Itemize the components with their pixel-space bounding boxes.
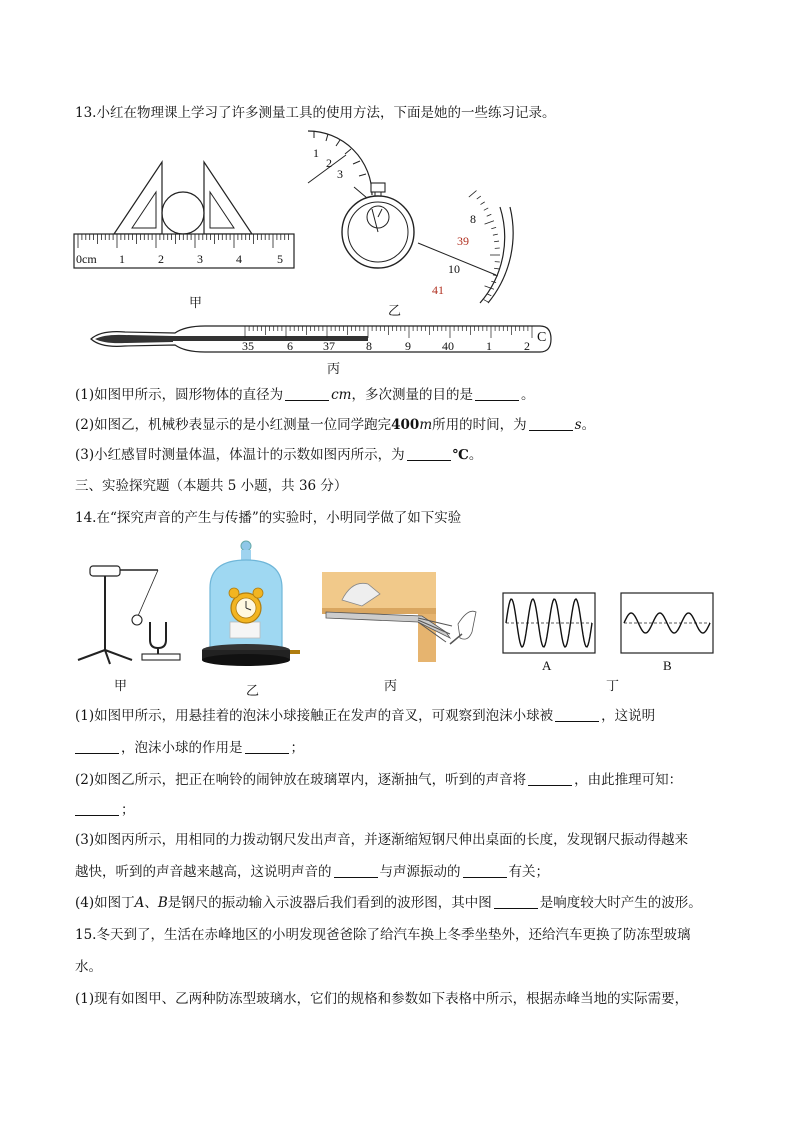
- answer-blank[interactable]: [555, 707, 599, 722]
- minute-label-3: 3: [337, 167, 343, 181]
- second-label-39: 39: [457, 234, 469, 248]
- q14-caption-jia: 甲: [114, 678, 128, 693]
- q14-sub4: (4)如图丁A、B是钢尺的振动输入示波器后我们看到的波形图，其中图 是响度较大时产生的波形。: [75, 895, 702, 911]
- thermo-label-9: 9: [405, 339, 411, 353]
- answer-blank[interactable]: [528, 771, 572, 786]
- answer-blank[interactable]: [75, 739, 119, 754]
- thermo-label-6: 6: [287, 339, 293, 353]
- thermo-label-35: 35: [242, 339, 254, 353]
- second-label-41: 41: [432, 283, 444, 297]
- caption-jia: 甲: [189, 295, 203, 310]
- figure-yi-bell-jar: [196, 538, 308, 674]
- answer-blank[interactable]: [494, 894, 538, 909]
- ruler-label-3: 3: [197, 252, 203, 266]
- q13-sub3: (3)小红感冒时测量体温，体温计的示数如图丙所示，为 ℃。: [75, 447, 483, 463]
- q14-sub3-line1: (3)如图丙所示，用相同的力拨动钢尺发出声音，并逐渐缩短钢尺伸出桌面的长度，发现钢尺振动得越来: [75, 832, 689, 848]
- answer-blank[interactable]: [285, 386, 329, 401]
- q14-caption-ding: 丁: [606, 678, 620, 693]
- second-label-8: 8: [470, 212, 476, 226]
- figure-ding-waveform-b: [620, 592, 714, 654]
- thermo-label-40: 40: [442, 339, 454, 353]
- q13-stem: 13.小红在物理课上学习了许多测量工具的使用方法，下面是她的一些练习记录。: [75, 105, 556, 121]
- q14-stem: 14.在“探究声音的产生与传播”的实验时，小明同学做了如下实验: [75, 510, 462, 526]
- thermo-unit-c: C: [537, 330, 547, 345]
- figure-bing-thermometer: [85, 322, 555, 358]
- q13-sub1: (1)如图甲所示，圆形物体的直径为 cm，多次测量的目的是 。: [75, 387, 535, 403]
- minute-label-1: 1: [313, 146, 319, 160]
- ruler-label-4: 4: [236, 252, 242, 266]
- thermo-label-2: 2: [524, 339, 530, 353]
- answer-blank[interactable]: [334, 863, 378, 878]
- thermo-label-37: 37: [323, 339, 335, 353]
- q14-caption-yi: 乙: [246, 683, 260, 698]
- ruler-label-2: 2: [158, 252, 164, 266]
- caption-yi: 乙: [388, 303, 402, 318]
- section-3-title: 三、实验探究题（本题共 5 小题，共 36 分）: [75, 478, 348, 494]
- answer-blank[interactable]: [245, 739, 289, 754]
- wave-label-a: A: [542, 658, 552, 673]
- q14-sub2-line1: (2)如图乙所示，把正在响铃的闹钟放在玻璃罩内，逐渐抽气，听到的声音将 ，由此推理可知：: [75, 772, 683, 788]
- figure-bing-steel-ruler: [322, 572, 494, 662]
- ruler-label-5: 5: [277, 252, 283, 266]
- minute-label-2: 2: [326, 156, 332, 170]
- second-label-10: 10: [448, 262, 460, 276]
- answer-blank[interactable]: [75, 801, 119, 816]
- answer-blank[interactable]: [407, 446, 451, 461]
- ruler-label-1: 1: [119, 252, 125, 266]
- figure-ding-waveform-a: [502, 592, 596, 654]
- thermo-label-8: 8: [366, 339, 372, 353]
- q15-stem-line2: 水。: [75, 959, 102, 975]
- answer-blank[interactable]: [463, 863, 507, 878]
- q15-sub1: (1)现有如图甲、乙两种防冻型玻璃水，它们的规格和参数如下表格中所示，根据赤峰当地的实际需要，: [75, 991, 689, 1007]
- caption-bing: 丙: [327, 361, 341, 376]
- q14-sub3-line2: 越快，听到的声音越来越高，这说明声音的 与声源振动的 有关；: [75, 864, 549, 880]
- q14-sub1-line2: ，泡沫小球的作用是 ；: [75, 738, 304, 758]
- ruler-label-zero: 0cm: [76, 252, 97, 266]
- figure-yi-stopwatch: [300, 125, 520, 305]
- figure-jia-ruler: [70, 150, 300, 275]
- figure-jia-tuning-fork: [70, 558, 190, 668]
- q14-sub1-line1: (1)如图甲所示，用悬挂着的泡沫小球接触正在发声的音叉，可观察到泡沫小球被 ，这说明: [75, 708, 656, 724]
- q14-sub2-line2: ；: [75, 800, 135, 820]
- answer-blank[interactable]: [529, 416, 573, 431]
- thermo-label-1: 1: [486, 339, 492, 353]
- answer-blank[interactable]: [475, 386, 519, 401]
- q14-caption-bing: 丙: [384, 678, 398, 693]
- wave-label-b: B: [663, 658, 672, 673]
- q15-stem-line1: 15.冬天到了，生活在赤峰地区的小明发现爸爸除了给汽车换上冬季坐垫外，还给汽车更换了防冻型玻璃: [75, 927, 691, 943]
- q13-sub2: (2)如图乙，机械秒表显示的是小红测量一位同学跑完400m所用的时间，为 s。: [75, 417, 596, 433]
